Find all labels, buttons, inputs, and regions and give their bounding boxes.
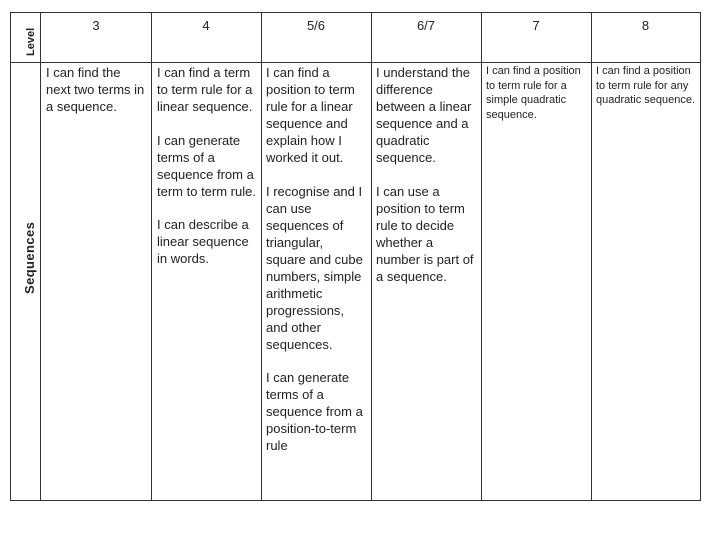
criterion-text: I can generate terms of a sequence from a position-to-term rule [266, 370, 363, 453]
level-header-8: 8 [641, 18, 650, 33]
table-border [10, 500, 701, 501]
criterion-text: I understand the difference between a linear sequence and a quadratic sequence. [376, 65, 472, 165]
criterion-text: I can find a position to term rule for any quadratic sequence. [596, 65, 696, 106]
level-header-4: 4 [202, 18, 210, 33]
topic-label: Sequences [22, 221, 37, 294]
cell-level-3 [46, 64, 146, 132]
table-border [700, 12, 701, 500]
criterion-text: I can find a term to term rule for a linear sequence. [157, 65, 253, 114]
cell-level-8 [596, 64, 698, 108]
criterion-text: I recognise and I can use sequences of triangular, square and cube numbers, simple arithmetic progressions, and other sequences. [266, 183, 363, 352]
level-header-3: 3 [92, 18, 100, 33]
criterion-text: I can describe a linear sequence in words. [157, 217, 249, 266]
row-header-level: Level [25, 27, 37, 56]
column-divider [481, 12, 482, 500]
level-header-7: 7 [532, 18, 540, 33]
column-divider [591, 12, 592, 500]
cell-level-6-7 [376, 64, 479, 301]
cell-level-5-6 [266, 64, 366, 471]
criterion-text: I can find the next two terms in a sequence. [46, 65, 145, 114]
row-divider [10, 62, 701, 63]
level-header-5-6: 5/6 [306, 18, 326, 33]
column-divider [261, 12, 262, 500]
column-divider [151, 12, 152, 500]
table-border [10, 12, 701, 13]
criterion-text: I can find a position to term rule for a linear sequence and explain how I worked it out. [266, 65, 355, 165]
column-divider [371, 12, 372, 500]
table-border [10, 12, 11, 500]
cell-level-4 [157, 64, 259, 284]
criterion-text: I can find a position to term rule for a simple quadratic sequence. [486, 65, 581, 121]
criterion-text: I can generate terms of a sequence from a term to term rule. [157, 132, 256, 199]
criterion-text: I can use a position to term rule to decide whether a number is part of a sequence. [376, 183, 474, 284]
level-header-6-7: 6/7 [416, 18, 436, 33]
cell-level-7 [486, 64, 589, 122]
table-border [40, 12, 41, 500]
